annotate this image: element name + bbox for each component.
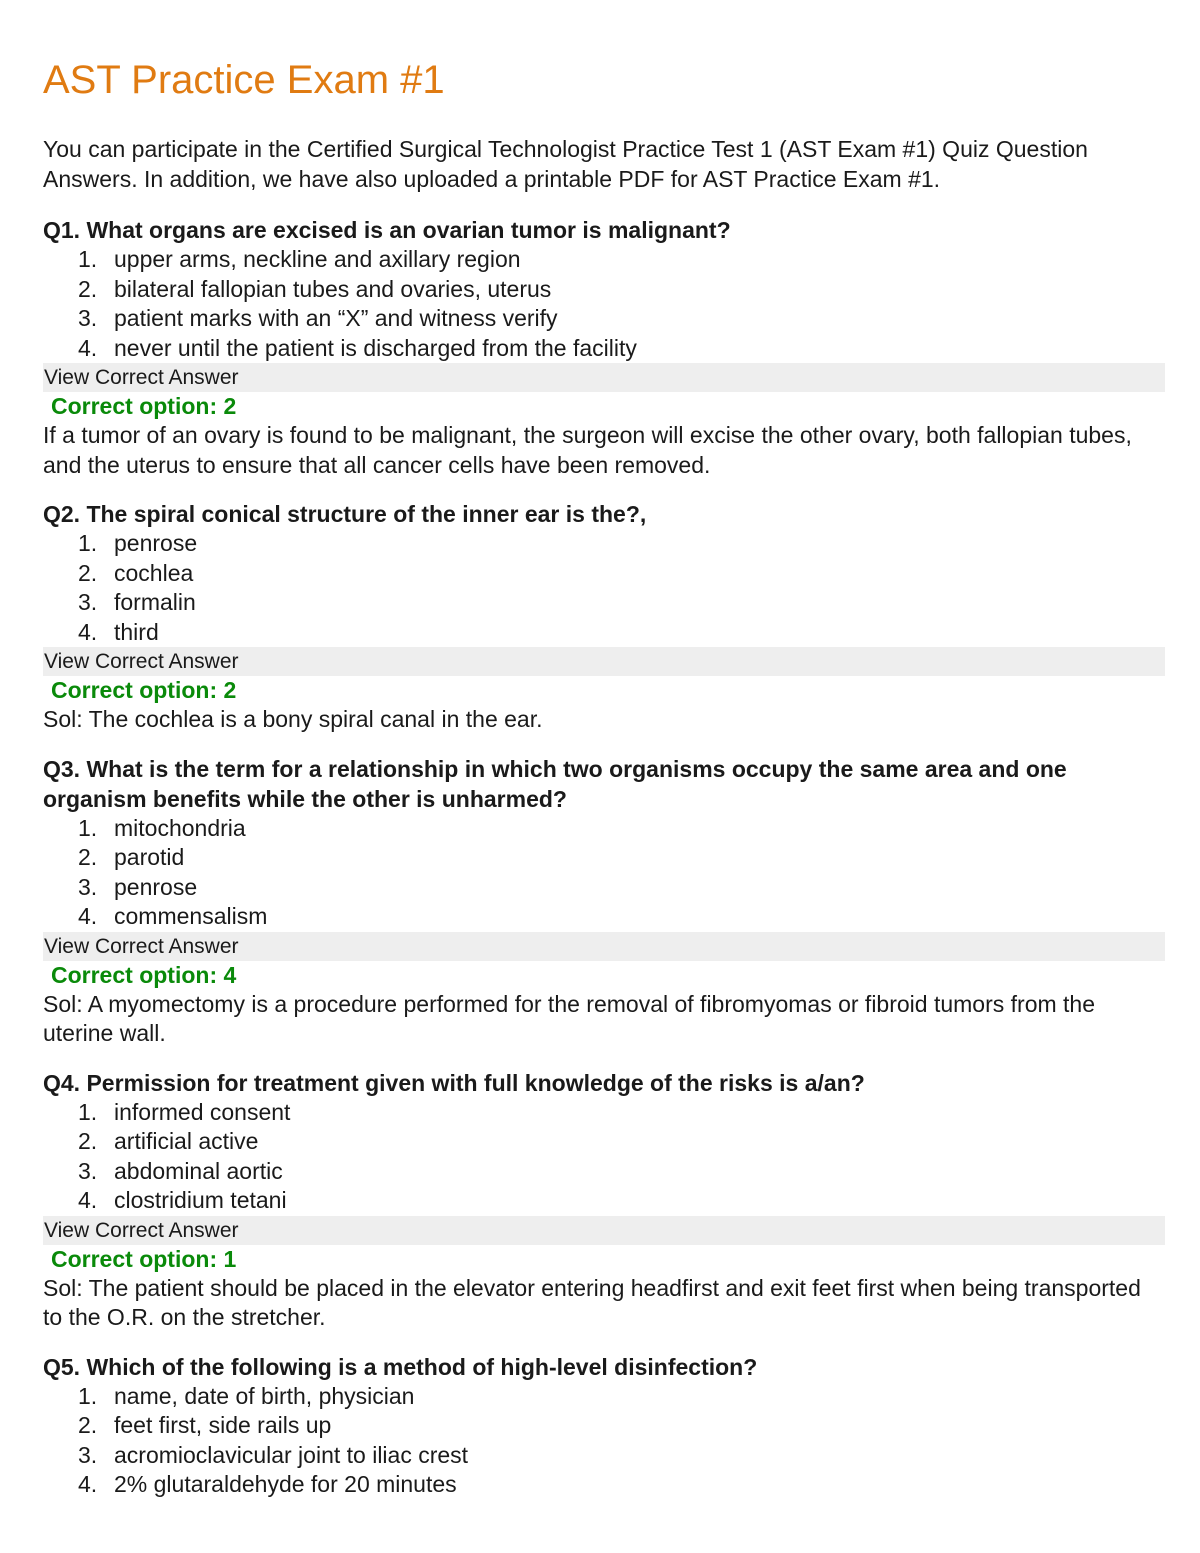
- option-text: feet first, side rails up: [114, 1412, 332, 1438]
- option-list: [43, 245, 1165, 363]
- option-list: [43, 814, 1165, 932]
- option-text: bilateral fallopian tubes and ovaries, uterus: [114, 275, 552, 302]
- option-text: clostridium tetani: [114, 1187, 287, 1213]
- option-item: [78, 304, 1165, 334]
- option-number: 1.: [78, 814, 98, 841]
- question-text: Q1. What organs are excised is an ovarian tumor is malignant?: [43, 217, 731, 243]
- option-text: artificial active: [114, 1128, 259, 1154]
- option-number: 3.: [78, 1157, 98, 1184]
- solution-text: Sol: The cochlea is a bony spiral canal in the ear.: [43, 706, 543, 732]
- view-correct-answer-button[interactable]: View Correct Answer: [43, 363, 1165, 392]
- option-number: 2.: [78, 559, 98, 586]
- option-item: [78, 1441, 1165, 1471]
- option-number: 2.: [78, 844, 98, 870]
- solution-text: Sol: A myomectomy is a procedure performed for the removal of fibromyomas or fibroid tumors from the uterine wall.: [43, 990, 1096, 1046]
- option-text: 2% glutaraldehyde for 20 minutes: [114, 1471, 457, 1497]
- option-item: [78, 588, 1165, 618]
- question-text: Q4. Permission for treatment given with full knowledge of the risks is a/an?: [43, 1069, 865, 1096]
- option-text: mitochondria: [114, 814, 246, 841]
- option-number: 2.: [78, 1412, 98, 1438]
- correct-option-label: Correct option: 2: [51, 677, 237, 703]
- option-item: [78, 1470, 1165, 1500]
- question-text: Q3. What is the term for a relationship in which two organisms occupy the same area and one organism benefits while the other is unharmed?: [43, 755, 1067, 812]
- option-item: [78, 1186, 1165, 1216]
- option-item: [78, 1411, 1165, 1441]
- option-item: [78, 843, 1165, 873]
- option-item: [78, 275, 1165, 305]
- option-item: [78, 334, 1165, 364]
- question-block-3: [43, 754, 1165, 1049]
- option-text: formalin: [114, 589, 196, 615]
- option-text: third: [114, 618, 159, 645]
- option-text: acromioclavicular joint to iliac crest: [114, 1441, 469, 1468]
- option-text: never until the patient is discharged from the facility: [114, 334, 637, 361]
- question-text: Q2. The spiral conical structure of the inner ear is the?,: [43, 501, 647, 527]
- option-text: cochlea: [114, 559, 194, 586]
- question-text: Q5. Which of the following is a method of high-level disinfection?: [43, 1353, 758, 1380]
- correct-option-label: Correct option: 2: [51, 393, 237, 419]
- option-list: [43, 1098, 1165, 1216]
- option-text: patient marks with an “X” and witness verify: [114, 305, 558, 331]
- option-number: 2.: [78, 275, 98, 302]
- option-item: [78, 873, 1165, 903]
- option-item: [78, 1127, 1165, 1157]
- option-item: [78, 559, 1165, 589]
- option-item: [78, 245, 1165, 275]
- question-block-2: [43, 499, 1165, 735]
- document-page: [43, 56, 1165, 1500]
- option-text: penrose: [114, 530, 198, 556]
- option-number: 4.: [78, 618, 98, 645]
- option-item: [78, 1157, 1165, 1187]
- solution-text: If a tumor of an ovary is found to be malignant, the surgeon will excise the other ovary, both fallopian tubes, and the uterus to ensure that all cancer cells have been removed.: [43, 422, 1132, 478]
- option-list: [43, 529, 1165, 647]
- solution-text: Sol: The patient should be placed in the elevator entering headfirst and exit feet first when being transported to the O.R. on the stretcher.: [43, 1274, 1141, 1330]
- option-number: 3.: [78, 873, 98, 900]
- option-text: penrose: [114, 873, 198, 900]
- view-correct-answer-button[interactable]: View Correct Answer: [43, 932, 1165, 961]
- option-number: 1.: [78, 530, 98, 556]
- question-block-4: [43, 1068, 1165, 1333]
- option-text: parotid: [114, 844, 185, 870]
- option-list: [43, 1382, 1165, 1500]
- option-item: [78, 902, 1165, 932]
- option-text: name, date of birth, physician: [114, 1382, 415, 1409]
- option-number: 3.: [78, 1441, 98, 1468]
- option-item: [78, 1382, 1165, 1412]
- option-number: 1.: [78, 1382, 98, 1409]
- option-number: 2.: [78, 1128, 98, 1154]
- option-text: informed consent: [114, 1098, 291, 1125]
- option-text: commensalism: [114, 903, 268, 929]
- option-item: [78, 1098, 1165, 1128]
- view-correct-answer-button[interactable]: View Correct Answer: [43, 647, 1165, 676]
- option-item: [78, 529, 1165, 559]
- option-item: [78, 618, 1165, 648]
- option-number: 4.: [78, 1471, 98, 1497]
- question-block-5: [43, 1352, 1165, 1500]
- page-title: AST Practice Exam #1: [43, 58, 445, 102]
- view-correct-answer-button[interactable]: View Correct Answer: [43, 1216, 1165, 1245]
- correct-option-label: Correct option: 4: [51, 961, 237, 988]
- option-text: abdominal aortic: [114, 1157, 283, 1184]
- option-number: 4.: [78, 334, 98, 361]
- option-number: 1.: [78, 1098, 98, 1125]
- option-number: 3.: [78, 305, 98, 331]
- correct-option-label: Correct option: 1: [51, 1245, 237, 1272]
- option-number: 3.: [78, 589, 98, 615]
- option-number: 1.: [78, 246, 98, 272]
- option-number: 4.: [78, 1187, 98, 1213]
- question-block-1: [43, 215, 1165, 480]
- option-number: 4.: [78, 903, 98, 929]
- option-text: upper arms, neckline and axillary region: [114, 246, 521, 272]
- intro-paragraph: You can participate in the Certified Surgical Technologist Practice Test 1 (AST Exam #1) Quiz Question Answers. In addition, we have also uploaded a printable PDF for AST Practice Exam #1.: [43, 136, 1088, 192]
- option-item: [78, 814, 1165, 844]
